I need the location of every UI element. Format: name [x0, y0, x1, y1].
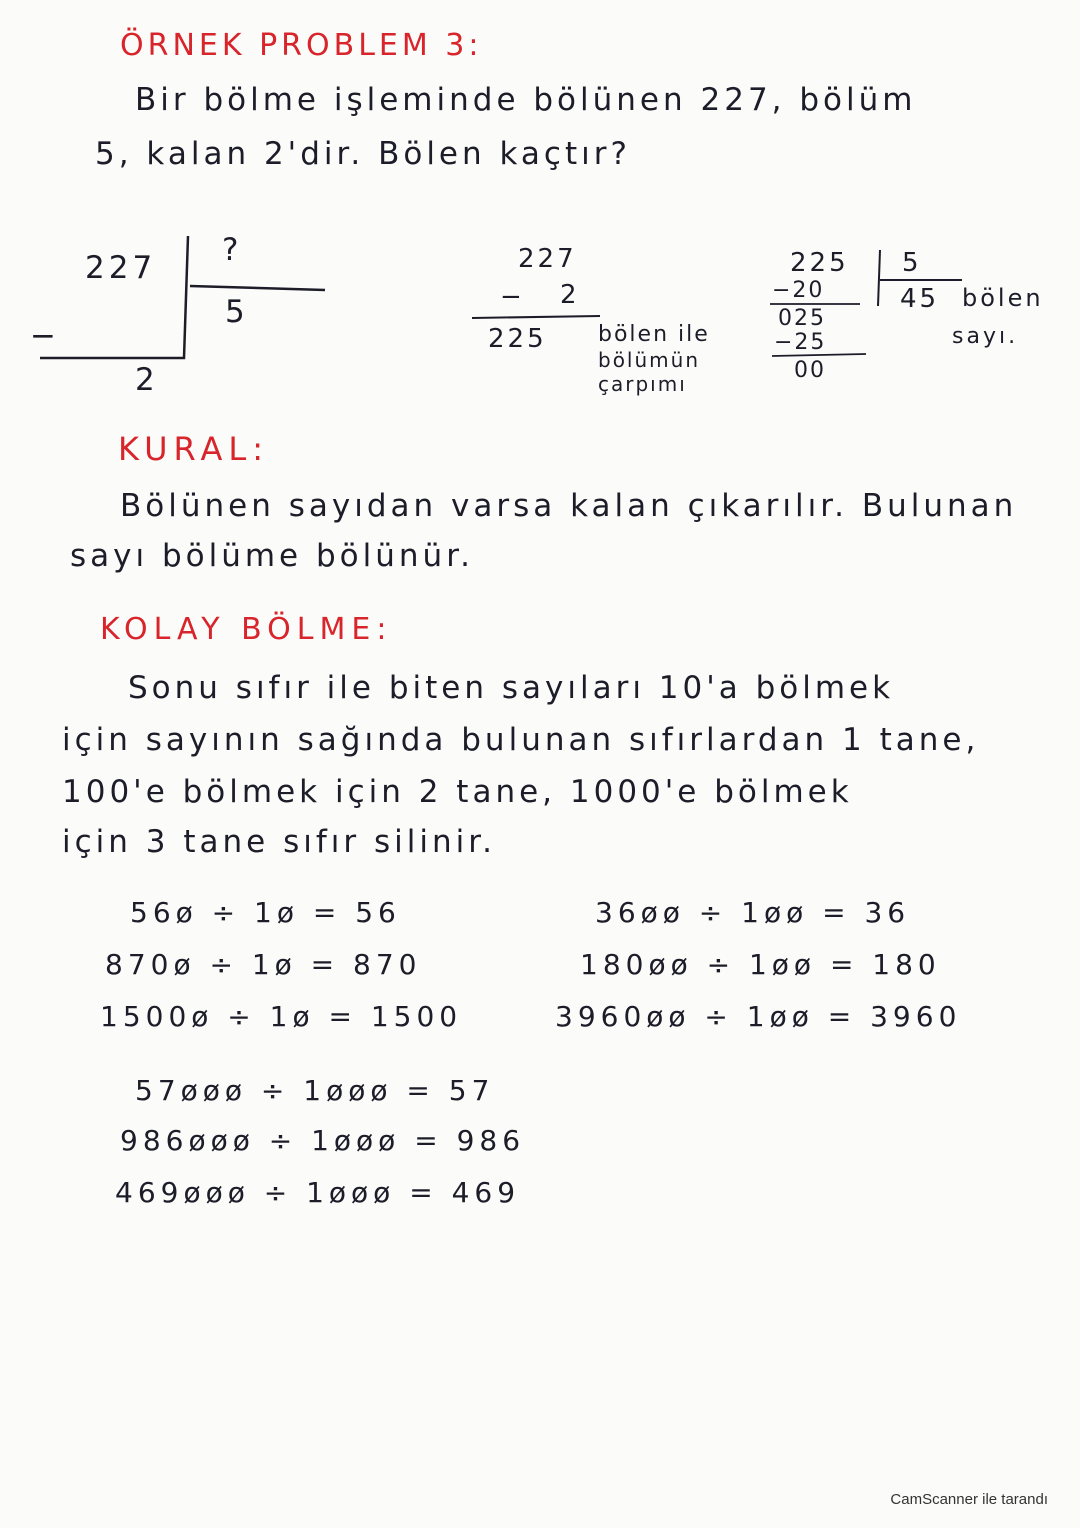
ld-partial: 025 — [778, 306, 826, 331]
sub-result: 225 — [488, 324, 547, 354]
example-left-1: 56ø ÷ 1ø = 56 — [130, 896, 401, 929]
frame-minus: − — [30, 318, 60, 354]
frame-dividend: 227 — [85, 250, 157, 286]
example-right-2: 180øø ÷ 1øø = 180 — [580, 948, 941, 981]
rule-line-1: Bölünen sayıdan varsa kalan çıkarılır. Bulunan — [120, 488, 1018, 524]
ld-dividend: 225 — [790, 248, 849, 278]
frame-remainder: 2 — [135, 362, 159, 398]
easy-line-4: için 3 tane sıfır silinir. — [62, 824, 496, 860]
easy-line-3: 100'e bölmek için 2 tane, 1000'e bölmek — [62, 774, 853, 810]
ld-divisor: 5 — [902, 248, 922, 278]
scanner-watermark: CamScanner ile tarandı — [890, 1491, 1048, 1508]
example-left-2: 870ø ÷ 1ø = 870 — [105, 948, 422, 981]
ld-step-1: −20 — [772, 278, 825, 303]
ld-step-2: −25 — [774, 330, 827, 355]
example-right-3: 3960øø ÷ 1øø = 3960 — [555, 1000, 962, 1033]
example-right-1: 36øø ÷ 1øø = 36 — [595, 896, 911, 929]
example-thousand-2: 986øøø ÷ 1øøø = 986 — [120, 1124, 526, 1157]
problem-title: ÖRNEK PROBLEM 3: — [120, 28, 483, 63]
sub-note-1: bölen ile — [598, 322, 710, 347]
frame-divisor: ? — [222, 232, 243, 268]
rule-title: KURAL: — [118, 430, 269, 468]
problem-line-2: 5, kalan 2'dir. Bölen kaçtır? — [95, 136, 631, 172]
ld-quotient: 45 — [900, 284, 940, 314]
easy-line-2: için sayının sağında bulunan sıfırlardan 1 tane, — [62, 722, 980, 758]
example-thousand-1: 57øøø ÷ 1øøø = 57 — [135, 1074, 495, 1107]
example-left-3: 1500ø ÷ 1ø = 1500 — [100, 1000, 463, 1033]
ld-label-bolen: bölen — [962, 284, 1044, 312]
problem-line-1: Bir bölme işleminde bölünen 227, bölüm — [135, 82, 917, 118]
sub-top: 227 — [518, 244, 577, 274]
easy-title: KOLAY BÖLME: — [100, 612, 393, 647]
sub-minus: − — [500, 282, 525, 312]
example-thousand-3: 469øøø ÷ 1øøø = 469 — [115, 1176, 521, 1209]
rule-line-2: sayı bölüme bölünür. — [70, 538, 474, 574]
easy-line-1: Sonu sıfır ile biten sayıları 10'a bölmek — [128, 670, 895, 706]
frame-quotient: 5 — [225, 294, 249, 330]
sub-value: 2 — [560, 280, 580, 310]
ld-label-sayi: sayı. — [952, 324, 1019, 349]
ld-remainder: 00 — [794, 358, 826, 383]
sub-note-2: bölümün — [598, 348, 700, 372]
sub-note-3: çarpımı — [598, 372, 687, 396]
